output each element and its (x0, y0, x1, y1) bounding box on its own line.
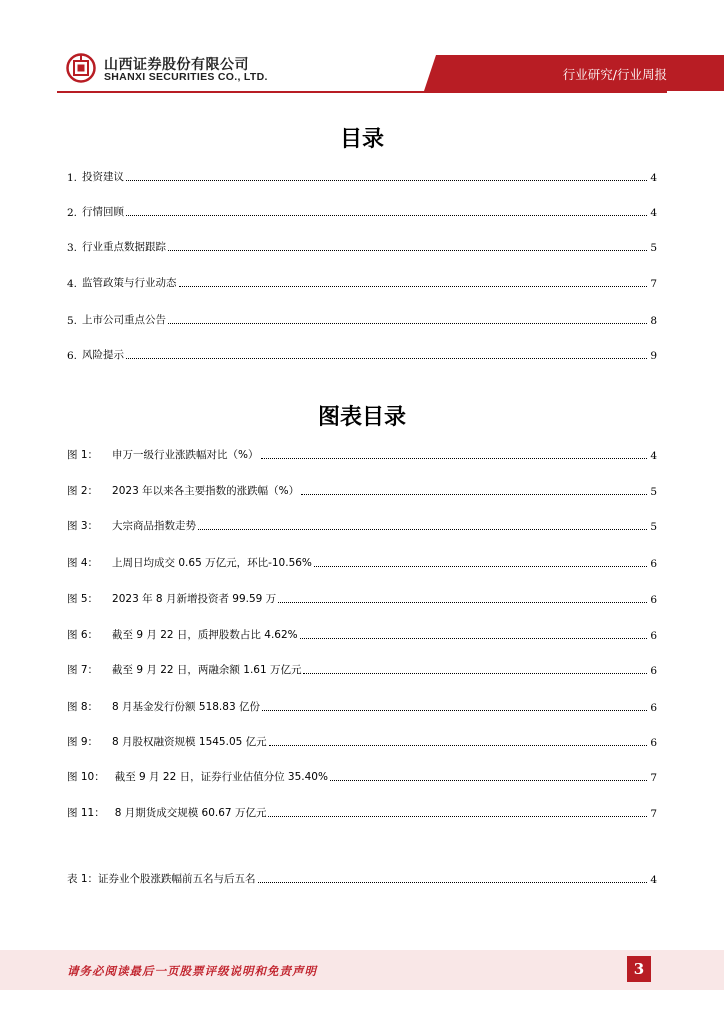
toc-entry[interactable] (67, 446, 657, 462)
entry-label: 证券业个股涨跌幅前五名与后五名 (98, 873, 256, 885)
entry-number: 表 1： (67, 873, 99, 885)
figures-title: 图表目录 (317, 405, 406, 430)
entry-label: 8 月股权融资规模 1545.05 亿元 (112, 736, 267, 748)
entry-number: 2. (67, 207, 78, 219)
entry-page: 6 (650, 665, 657, 677)
dot-leader (261, 458, 647, 459)
entry-number: 图 6： (67, 629, 99, 641)
company-name-cn: 山西证券股份有限公司 (104, 57, 249, 73)
entry-label: 8 月期货成交规模 60.67 万亿元 (114, 807, 267, 819)
dot-leader (262, 710, 647, 711)
entry-label: 截至 9 月 22 日，证券行业估值分位 35.40% (114, 771, 328, 783)
toc-entry[interactable] (67, 590, 657, 606)
dot-leader (258, 882, 647, 883)
entry-number: 图 5： (67, 593, 99, 605)
entry-number: 图 1： (67, 449, 99, 461)
toc-entry[interactable] (67, 168, 657, 184)
entry-page: 5 (650, 242, 657, 254)
toc-title: 目录 (339, 127, 384, 152)
entry-page: 7 (650, 772, 657, 784)
entry-label: 监管政策与行业动态 (82, 277, 177, 289)
toc-entry[interactable] (67, 517, 657, 533)
header-divider (57, 91, 667, 93)
toc-entry[interactable] (67, 238, 657, 254)
toc-entry[interactable] (67, 698, 657, 714)
toc-entry[interactable] (67, 274, 657, 290)
entry-page: 6 (650, 630, 657, 642)
entry-label: 2023 年 8 月新增投资者 99.59 万 (112, 593, 277, 605)
entry-page: 5 (650, 486, 657, 498)
entry-label: 风险提示 (82, 349, 125, 361)
entry-label: 申万一级行业涨跌幅对比（%） (112, 449, 259, 461)
report-type-banner (424, 55, 724, 91)
toc-entry[interactable] (67, 661, 657, 677)
entry-label: 投资建议 (82, 171, 125, 183)
toc-entry[interactable] (67, 203, 657, 219)
entry-page: 6 (650, 594, 657, 606)
dot-leader (269, 745, 647, 746)
company-logo-icon (66, 53, 96, 83)
entry-number: 图 11： (67, 807, 105, 819)
entry-page: 7 (650, 278, 657, 290)
dot-leader (314, 566, 647, 567)
entry-page: 4 (650, 450, 657, 462)
entry-page: 8 (650, 315, 657, 327)
entry-page: 7 (650, 808, 657, 820)
entry-number: 图 9： (67, 736, 99, 748)
dot-leader (126, 215, 647, 216)
dot-leader (126, 358, 647, 359)
company-name-en: SHANXI SECURITIES CO., LTD. (104, 71, 268, 83)
dot-leader (179, 286, 647, 287)
entry-page: 4 (650, 172, 657, 184)
entry-number: 图 3： (67, 520, 99, 532)
page-header (0, 0, 724, 100)
toc-entry[interactable] (67, 482, 657, 498)
entry-page: 5 (650, 521, 657, 533)
footer-disclaimer: 请务必阅读最后一页股票评级说明和免责声明 (67, 964, 317, 978)
page-number: 3 (627, 956, 651, 982)
dot-leader (126, 180, 647, 181)
entry-label: 2023 年以来各主要指数的涨跌幅（%） (112, 485, 300, 497)
dot-leader (300, 638, 647, 639)
entry-label: 大宗商品指数走势 (112, 520, 197, 532)
report-type: 行业研究/行业周报 (562, 67, 667, 82)
entry-page: 6 (650, 737, 657, 749)
entry-number: 图 10： (67, 771, 105, 783)
toc-entry[interactable] (67, 768, 657, 784)
entry-page: 9 (650, 350, 657, 362)
entry-number: 图 7： (67, 664, 99, 676)
entry-number: 图 2： (67, 485, 99, 497)
entry-label: 截至 9 月 22 日，两融余额 1.61 万亿元 (112, 664, 302, 676)
entry-number: 图 4： (67, 557, 99, 569)
entry-label: 上周日均成交 0.65 万亿元，环比-10.56% (112, 557, 312, 569)
entry-page: 4 (650, 874, 657, 886)
toc-entry[interactable] (67, 346, 657, 362)
entry-label: 截至 9 月 22 日，质押股数占比 4.62% (112, 629, 298, 641)
entry-number: 3. (67, 242, 78, 254)
toc-entry[interactable] (67, 311, 657, 327)
dot-leader (330, 780, 647, 781)
entry-label: 8 月基金发行份额 518.83 亿份 (112, 701, 260, 713)
entry-number: 图 8： (67, 701, 99, 713)
entry-number: 4. (67, 278, 78, 290)
dot-leader (268, 816, 647, 817)
toc-entry[interactable] (67, 626, 657, 642)
dot-leader (278, 602, 647, 603)
dot-leader (168, 323, 647, 324)
entry-label: 行情回顾 (82, 206, 125, 218)
entry-label: 上市公司重点公告 (82, 314, 167, 326)
entry-number: 6. (67, 350, 78, 362)
toc-entry[interactable] (67, 870, 657, 886)
entry-label: 行业重点数据跟踪 (82, 241, 167, 253)
entry-page: 4 (650, 207, 657, 219)
entry-page: 6 (650, 558, 657, 570)
entry-number: 5. (67, 315, 78, 327)
dot-leader (303, 673, 647, 674)
entry-number: 1. (67, 172, 78, 184)
dot-leader (301, 494, 647, 495)
toc-entry[interactable] (67, 804, 657, 820)
entry-page: 6 (650, 702, 657, 714)
dot-leader (168, 250, 647, 251)
dot-leader (198, 529, 647, 530)
toc-entry[interactable] (67, 733, 657, 749)
toc-entry[interactable] (67, 554, 657, 570)
